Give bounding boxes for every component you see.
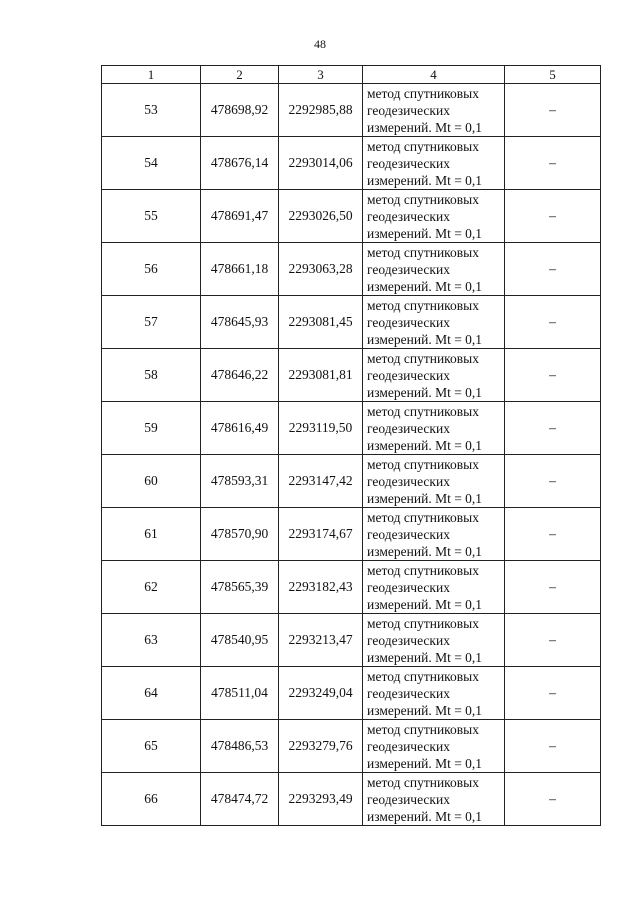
table-row [102, 720, 601, 773]
point-number-cell: 64 [102, 667, 201, 720]
y-coordinate-cell: 2293182,43 [279, 561, 363, 614]
y-coordinate-cell: 2293119,50 [279, 402, 363, 455]
coordinates-table [101, 65, 601, 826]
note-cell: – [505, 296, 601, 349]
table-row [102, 296, 601, 349]
table-row [102, 137, 601, 190]
method-line-1: метод спутниковых [367, 721, 479, 737]
x-coordinate-cell: 478646,22 [201, 349, 279, 402]
method-line-2: геодезических [367, 738, 450, 754]
point-number-cell: 59 [102, 402, 201, 455]
y-coordinate-cell: 2293081,45 [279, 296, 363, 349]
method-line-1: метод спутниковых [367, 456, 479, 472]
method-cell [363, 773, 505, 826]
point-number-cell: 63 [102, 614, 201, 667]
method-line-1: метод спутниковых [367, 615, 479, 631]
note-cell: – [505, 508, 601, 561]
point-number-cell: 53 [102, 84, 201, 137]
method-line-3: измерений. Mt = 0,1 [367, 437, 483, 453]
note-cell: – [505, 84, 601, 137]
column-header-1: 1 [102, 66, 201, 84]
method-line-3: измерений. Mt = 0,1 [367, 331, 483, 347]
point-number-cell: 60 [102, 455, 201, 508]
y-coordinate-cell: 2293293,49 [279, 773, 363, 826]
y-coordinate-cell: 2293213,47 [279, 614, 363, 667]
method-line-1: метод спутниковых [367, 191, 479, 207]
column-header-5: 5 [505, 66, 601, 84]
method-cell [363, 508, 505, 561]
method-line-3: измерений. Mt = 0,1 [367, 490, 483, 506]
method-line-1: метод спутниковых [367, 509, 479, 525]
method-line-3: измерений. Mt = 0,1 [367, 808, 483, 824]
method-cell [363, 561, 505, 614]
method-cell [363, 349, 505, 402]
method-line-3: измерений. Mt = 0,1 [367, 649, 483, 665]
column-header-4: 4 [363, 66, 505, 84]
method-line-3: измерений. Mt = 0,1 [367, 172, 483, 188]
x-coordinate-cell: 478570,90 [201, 508, 279, 561]
method-cell [363, 667, 505, 720]
table-row [102, 614, 601, 667]
method-line-2: геодезических [367, 367, 450, 383]
point-number-cell: 57 [102, 296, 201, 349]
y-coordinate-cell: 2293026,50 [279, 190, 363, 243]
y-coordinate-cell: 2293147,42 [279, 455, 363, 508]
table-row [102, 508, 601, 561]
point-number-cell: 61 [102, 508, 201, 561]
x-coordinate-cell: 478511,04 [201, 667, 279, 720]
method-line-3: измерений. Mt = 0,1 [367, 755, 483, 771]
table-row [102, 561, 601, 614]
method-line-3: измерений. Mt = 0,1 [367, 384, 483, 400]
method-cell [363, 402, 505, 455]
method-cell [363, 84, 505, 137]
x-coordinate-cell: 478676,14 [201, 137, 279, 190]
x-coordinate-cell: 478645,93 [201, 296, 279, 349]
x-coordinate-cell: 478616,49 [201, 402, 279, 455]
column-header-2: 2 [201, 66, 279, 84]
y-coordinate-cell: 2293249,04 [279, 667, 363, 720]
point-number-cell: 56 [102, 243, 201, 296]
y-coordinate-cell: 2293174,67 [279, 508, 363, 561]
note-cell: – [505, 773, 601, 826]
method-line-2: геодезических [367, 526, 450, 542]
table-row [102, 773, 601, 826]
y-coordinate-cell: 2293279,76 [279, 720, 363, 773]
method-line-2: геодезических [367, 261, 450, 277]
table-row [102, 190, 601, 243]
point-number-cell: 62 [102, 561, 201, 614]
method-line-2: геодезических [367, 208, 450, 224]
x-coordinate-cell: 478565,39 [201, 561, 279, 614]
method-cell [363, 137, 505, 190]
note-cell: – [505, 455, 601, 508]
method-line-2: геодезических [367, 155, 450, 171]
x-coordinate-cell: 478474,72 [201, 773, 279, 826]
method-line-2: геодезических [367, 791, 450, 807]
column-header-3: 3 [279, 66, 363, 84]
table-row [102, 349, 601, 402]
method-line-3: измерений. Mt = 0,1 [367, 225, 483, 241]
table-header-row [102, 66, 601, 84]
method-cell [363, 296, 505, 349]
point-number-cell: 66 [102, 773, 201, 826]
note-cell: – [505, 720, 601, 773]
note-cell: – [505, 402, 601, 455]
method-line-1: метод спутниковых [367, 562, 479, 578]
y-coordinate-cell: 2293063,28 [279, 243, 363, 296]
table-row [102, 402, 601, 455]
method-cell [363, 614, 505, 667]
y-coordinate-cell: 2293081,81 [279, 349, 363, 402]
method-line-2: геодезических [367, 473, 450, 489]
method-line-1: метод спутниковых [367, 403, 479, 419]
y-coordinate-cell: 2293014,06 [279, 137, 363, 190]
y-coordinate-cell: 2292985,88 [279, 84, 363, 137]
note-cell: – [505, 137, 601, 190]
point-number-cell: 58 [102, 349, 201, 402]
method-line-1: метод спутниковых [367, 350, 479, 366]
method-line-2: геодезических [367, 102, 450, 118]
method-line-2: геодезических [367, 685, 450, 701]
x-coordinate-cell: 478593,31 [201, 455, 279, 508]
point-number-cell: 55 [102, 190, 201, 243]
table-row [102, 455, 601, 508]
method-cell [363, 455, 505, 508]
x-coordinate-cell: 478486,53 [201, 720, 279, 773]
method-line-3: измерений. Mt = 0,1 [367, 596, 483, 612]
table-row [102, 667, 601, 720]
method-cell [363, 243, 505, 296]
method-line-1: метод спутниковых [367, 138, 479, 154]
method-line-1: метод спутниковых [367, 668, 479, 684]
table-row [102, 84, 601, 137]
method-line-1: метод спутниковых [367, 85, 479, 101]
method-line-3: измерений. Mt = 0,1 [367, 702, 483, 718]
x-coordinate-cell: 478698,92 [201, 84, 279, 137]
method-line-3: измерений. Mt = 0,1 [367, 543, 483, 559]
x-coordinate-cell: 478661,18 [201, 243, 279, 296]
note-cell: – [505, 667, 601, 720]
note-cell: – [505, 614, 601, 667]
point-number-cell: 54 [102, 137, 201, 190]
method-line-1: метод спутниковых [367, 297, 479, 313]
method-line-1: метод спутниковых [367, 244, 479, 260]
method-line-1: метод спутниковых [367, 774, 479, 790]
method-line-2: геодезических [367, 314, 450, 330]
method-line-2: геодезических [367, 579, 450, 595]
method-line-3: измерений. Mt = 0,1 [367, 119, 483, 135]
method-line-2: геодезических [367, 420, 450, 436]
page-number: 48 [314, 37, 326, 51]
table-row [102, 243, 601, 296]
method-line-2: геодезических [367, 632, 450, 648]
note-cell: – [505, 190, 601, 243]
point-number-cell: 65 [102, 720, 201, 773]
x-coordinate-cell: 478540,95 [201, 614, 279, 667]
note-cell: – [505, 349, 601, 402]
method-cell [363, 720, 505, 773]
note-cell: – [505, 243, 601, 296]
x-coordinate-cell: 478691,47 [201, 190, 279, 243]
note-cell: – [505, 561, 601, 614]
method-cell [363, 190, 505, 243]
method-line-3: измерений. Mt = 0,1 [367, 278, 483, 294]
